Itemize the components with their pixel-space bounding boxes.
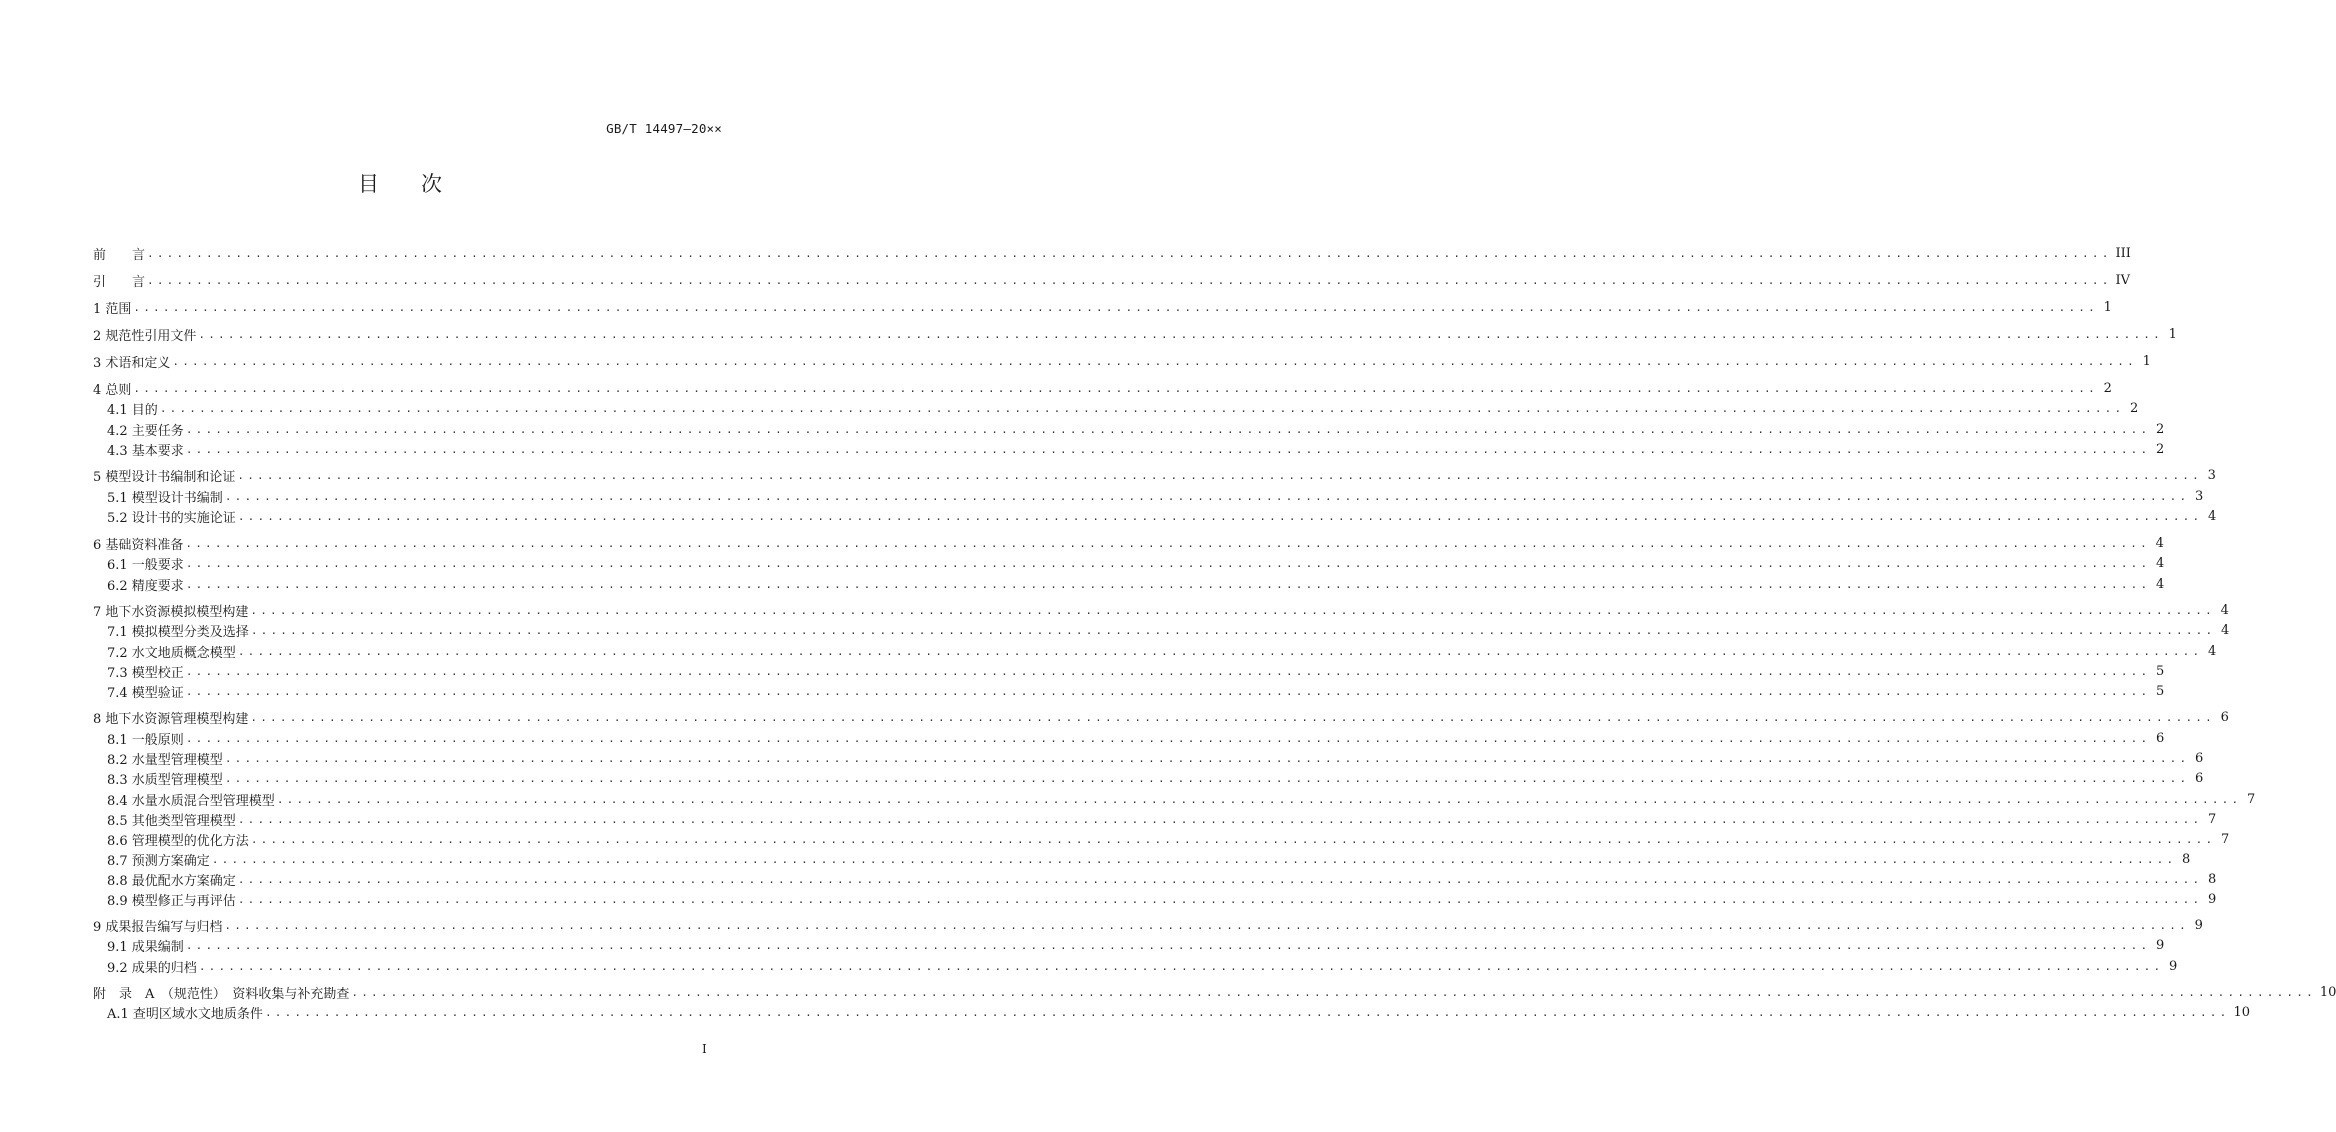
toc-dot-leader: ........................................................................................................................................................................................................ xyxy=(185,442,2151,456)
toc-subentry[interactable] xyxy=(107,641,2217,661)
toc-dot-leader: ........................................................................................................................................................................................................ xyxy=(264,1005,2230,1019)
toc-entry-label: 1 范围 xyxy=(93,301,132,317)
toc-entry-label: A.1 查明区域水文地质条件 xyxy=(107,1006,263,1022)
toc-entry-label: 7.2 水文地质概念模型 xyxy=(107,645,236,661)
toc-dot-leader: ........................................................................................................................................................................................................ xyxy=(185,556,2151,570)
toc-subentry[interactable] xyxy=(107,748,2204,768)
toc-dot-leader: ........................................................................................................................................................................................................ xyxy=(198,327,2163,341)
toc-entry-label: 3 术语和定义 xyxy=(93,355,171,371)
toc-entry-page: 6 xyxy=(2220,709,2229,725)
toc-entry-page: 4 xyxy=(2208,508,2217,524)
toc-dot-leader: ........................................................................................................................................................................................................ xyxy=(224,751,2190,765)
toc-entry[interactable] xyxy=(93,378,2112,398)
toc-subentry[interactable] xyxy=(107,849,2191,869)
toc-entry-label: 4.3 基本要求 xyxy=(107,443,184,459)
toc-dot-leader: ........................................................................................................................................................................................................ xyxy=(159,401,2125,415)
toc-entry[interactable] xyxy=(93,351,2151,371)
toc-entry-page: 7 xyxy=(2221,831,2230,847)
toc-dot-leader: ........................................................................................................................................................................................................ xyxy=(185,536,2150,550)
toc-entry-page: 6 xyxy=(2195,750,2204,766)
toc-entry-label: 7 地下水资源模拟模型构建 xyxy=(93,604,249,620)
toc-dot-leader: ........................................................................................................................................................................................................ xyxy=(237,872,2203,886)
document-code: GB/T 14497—20×× xyxy=(606,121,722,136)
toc-subentry[interactable] xyxy=(107,809,2217,829)
toc-dot-leader: ........................................................................................................................................................................................................ xyxy=(276,792,2242,806)
toc-entry-page: 8 xyxy=(2182,851,2191,867)
toc-entry-page: 8 xyxy=(2208,871,2217,887)
toc-dot-leader: ........................................................................................................................................................................................................ xyxy=(198,959,2164,973)
toc-entry-label: 8.3 水质型管理模型 xyxy=(107,772,223,788)
toc-subentry[interactable] xyxy=(107,829,2230,849)
toc-subentry[interactable] xyxy=(107,486,2204,506)
toc-entry-page: 4 xyxy=(2155,535,2164,551)
toc-entry-label: 8.8 最优配水方案确定 xyxy=(107,873,236,889)
toc-dot-leader: ........................................................................................................................................................................................................ xyxy=(237,468,2202,482)
toc-dot-leader: ........................................................................................................................................................................................................ xyxy=(237,892,2203,906)
toc-entry[interactable] xyxy=(93,707,2229,727)
toc-entry-page: 4 xyxy=(2208,643,2217,659)
toc-entry-label: 7.4 模型验证 xyxy=(107,685,184,701)
toc-entry[interactable] xyxy=(93,297,2112,317)
toc-entry-label: 4.2 主要任务 xyxy=(107,423,184,439)
toc-entry-page: 7 xyxy=(2208,811,2217,827)
toc-subentry[interactable] xyxy=(107,956,2178,976)
page-title: 目次 xyxy=(358,172,484,196)
toc-entry-label: 7.1 模拟模型分类及选择 xyxy=(107,624,249,640)
toc-subentry[interactable] xyxy=(107,728,2165,748)
toc-dot-leader: ........................................................................................................................................................................................................ xyxy=(237,509,2203,523)
toc-entry-page: 1 xyxy=(2142,353,2151,369)
toc-entry-label: 9 成果报告编写与归档 xyxy=(93,919,223,935)
toc-dot-leader: ........................................................................................................................................................................................................ xyxy=(185,684,2151,698)
toc-entry-label: 前 言 xyxy=(93,247,146,263)
toc-entry-page: 2 xyxy=(2156,441,2165,457)
toc-entry-page: 5 xyxy=(2156,683,2165,699)
toc-entry-page: 10 xyxy=(2233,1004,2250,1020)
toc-subentry[interactable] xyxy=(107,553,2165,573)
toc-entry-label: 8.1 一般原则 xyxy=(107,732,184,748)
toc-entry-page: 1 xyxy=(2168,326,2177,342)
toc-dot-leader: ........................................................................................................................................................................................................ xyxy=(185,422,2151,436)
toc-dot-leader: ........................................................................................................................................................................................................ xyxy=(133,381,2098,395)
toc-dot-leader: ........................................................................................................................................................................................................ xyxy=(147,273,2112,287)
toc-entry-label: 8.6 管理模型的优化方法 xyxy=(107,833,249,849)
toc-entry-label: 8.2 水量型管理模型 xyxy=(107,752,223,768)
toc-dot-leader: ........................................................................................................................................................................................................ xyxy=(250,832,2216,846)
toc-entry-label: 8.5 其他类型管理模型 xyxy=(107,813,236,829)
toc-subentry[interactable] xyxy=(107,768,2204,788)
toc-entry-page: 4 xyxy=(2221,622,2230,638)
toc-subentry[interactable] xyxy=(107,789,2256,809)
toc-dot-leader: ........................................................................................................................................................................................................ xyxy=(185,664,2151,678)
toc-entry-page: 7 xyxy=(2247,791,2256,807)
toc-dot-leader: ........................................................................................................................................................................................................ xyxy=(185,731,2151,745)
toc-entry-page: 5 xyxy=(2156,663,2165,679)
toc-subentry[interactable] xyxy=(107,1002,2250,1022)
toc-entry[interactable] xyxy=(93,270,2131,290)
page-number: I xyxy=(702,1042,707,1056)
toc-dot-leader: ........................................................................................................................................................................................................ xyxy=(224,771,2190,785)
toc-entry[interactable] xyxy=(93,243,2131,263)
toc-entry[interactable] xyxy=(93,465,2216,485)
toc-subentry[interactable] xyxy=(107,935,2165,955)
toc-entry-page: 3 xyxy=(2195,488,2204,504)
toc-entry[interactable] xyxy=(93,915,2203,935)
toc-entry-page: 1 xyxy=(2103,299,2112,315)
toc-entry-page: 9 xyxy=(2156,937,2165,953)
toc-entry-page: 4 xyxy=(2156,555,2165,571)
toc-entry-page: 2 xyxy=(2156,421,2165,437)
toc-entry-label: 8.4 水量水质混合型管理模型 xyxy=(107,793,275,809)
toc-entry-page: 2 xyxy=(2103,380,2112,396)
toc-entry-page: 9 xyxy=(2169,958,2178,974)
toc-subentry[interactable] xyxy=(107,398,2139,418)
toc-subentry[interactable] xyxy=(107,661,2165,681)
toc-dot-leader: ........................................................................................................................................................................................................ xyxy=(224,489,2190,503)
toc-entry-page: 10 xyxy=(2319,984,2336,1000)
toc-dot-leader: ........................................................................................................................................................................................................ xyxy=(250,623,2216,637)
toc-entry-label: 6.2 精度要求 xyxy=(107,578,184,594)
toc-entry-label: 2 规范性引用文件 xyxy=(93,328,197,344)
toc-entry-page: 3 xyxy=(2207,467,2216,483)
toc-entry-label: 4 总则 xyxy=(93,382,132,398)
toc-entry-page: 2 xyxy=(2130,400,2139,416)
toc-entry-label: 引 言 xyxy=(93,274,146,290)
toc-subentry[interactable] xyxy=(107,889,2217,909)
toc-subentry[interactable] xyxy=(107,681,2165,701)
toc-dot-leader: ........................................................................................................................................................................................................ xyxy=(224,918,2189,932)
toc-dot-leader: ........................................................................................................................................................................................................ xyxy=(147,246,2112,260)
toc-dot-leader: ........................................................................................................................................................................................................ xyxy=(237,812,2203,826)
toc-subentry[interactable] xyxy=(107,439,2165,459)
toc-entry-page: 6 xyxy=(2195,770,2204,786)
toc-dot-leader: ........................................................................................................................................................................................................ xyxy=(351,985,2316,999)
toc-entry-page: 4 xyxy=(2156,576,2165,592)
toc-dot-leader: ........................................................................................................................................................................................................ xyxy=(250,710,2215,724)
toc-entry-label: 4.1 目的 xyxy=(107,402,158,418)
toc-dot-leader: ........................................................................................................................................................................................................ xyxy=(211,852,2177,866)
toc-entry-page: IV xyxy=(2115,272,2131,288)
toc-entry-label: 5 模型设计书编制和论证 xyxy=(93,469,236,485)
toc-entry[interactable] xyxy=(93,324,2177,344)
toc-entry-page: 9 xyxy=(2208,891,2217,907)
toc-entry[interactable] xyxy=(93,600,2229,620)
toc-subentry[interactable] xyxy=(107,620,2230,640)
toc-entry-label: 6.1 一般要求 xyxy=(107,557,184,573)
toc-entry-label: 6 基础资料准备 xyxy=(93,537,184,553)
toc-dot-leader: ........................................................................................................................................................................................................ xyxy=(185,938,2151,952)
toc-entry[interactable] xyxy=(93,533,2164,553)
toc-entry-label: 5.2 设计书的实施论证 xyxy=(107,510,236,526)
toc-subentry[interactable] xyxy=(107,419,2165,439)
toc-dot-leader: ........................................................................................................................................................................................................ xyxy=(237,644,2203,658)
toc-entry-page: 4 xyxy=(2220,602,2229,618)
toc-entry-label: 9.2 成果的归档 xyxy=(107,960,197,976)
toc-entry-page: 9 xyxy=(2194,917,2203,933)
toc-subentry[interactable] xyxy=(107,574,2165,594)
toc-subentry[interactable] xyxy=(107,506,2217,526)
toc-entry-label: 8 地下水资源管理模型构建 xyxy=(93,711,249,727)
toc-dot-leader: ........................................................................................................................................................................................................ xyxy=(133,300,2098,314)
toc-entry-label: 8.7 预测方案确定 xyxy=(107,853,210,869)
toc-entry-label: 8.9 模型修正与再评估 xyxy=(107,893,236,909)
toc-entry-label: 附 录 A （规范性） 资料收集与补充勘查 xyxy=(93,986,350,1002)
toc-entry-page: III xyxy=(2115,245,2131,261)
toc-dot-leader: ........................................................................................................................................................................................................ xyxy=(185,577,2151,591)
toc-entry-page: 6 xyxy=(2156,730,2165,746)
toc-dot-leader: ........................................................................................................................................................................................................ xyxy=(172,354,2137,368)
toc-entry-label: 5.1 模型设计书编制 xyxy=(107,490,223,506)
toc-dot-leader: ........................................................................................................................................................................................................ xyxy=(250,603,2215,617)
toc-entry-label: 7.3 模型校正 xyxy=(107,665,184,681)
toc-entry[interactable] xyxy=(93,982,2336,1002)
toc-subentry[interactable] xyxy=(107,869,2217,889)
toc-entry-label: 9.1 成果编制 xyxy=(107,939,184,955)
